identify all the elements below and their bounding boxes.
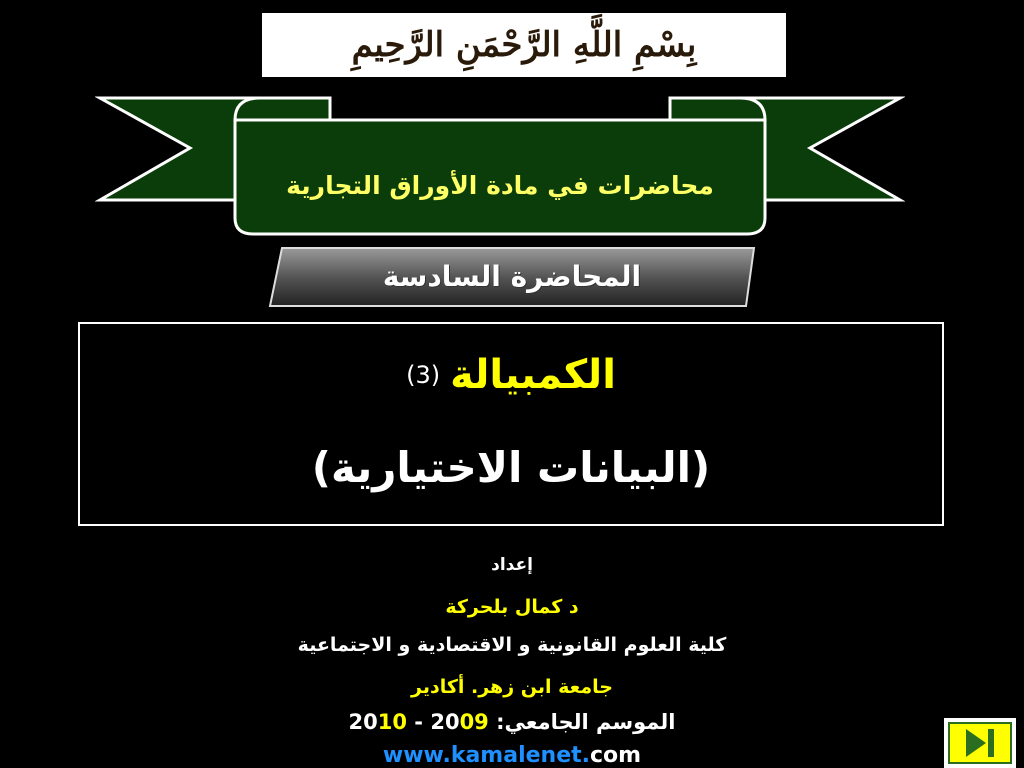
author-name: د كمال بلحركة bbox=[445, 596, 579, 618]
next-slide-button[interactable] bbox=[944, 718, 1016, 768]
banner-title: محاضرات في مادة الأوراق التجارية bbox=[286, 170, 714, 200]
basmala-image bbox=[262, 13, 786, 77]
season-year-end-b: 09 bbox=[459, 710, 489, 734]
academic-season bbox=[0, 710, 1024, 734]
faculty-name: كلية العلوم القانونية و الاقتصادية و الاجتماعية bbox=[297, 634, 727, 656]
next-slide-button-face[interactable] bbox=[948, 722, 1012, 764]
main-title-number: (3) bbox=[406, 361, 441, 389]
website-domain[interactable]: www.kamalenet. bbox=[382, 743, 590, 768]
play-next-icon bbox=[960, 726, 1000, 760]
website-tld[interactable]: com bbox=[590, 743, 642, 768]
season-label: الموسم الجامعي: bbox=[496, 710, 676, 734]
main-title-text: الكمبيالة bbox=[450, 352, 616, 398]
season-sep: - bbox=[406, 710, 431, 734]
season-year-start-b: 10 bbox=[377, 710, 407, 734]
main-title bbox=[78, 345, 944, 405]
main-subtitle: (البيانات الاختيارية) bbox=[311, 442, 711, 492]
season-year-end-a: 20 bbox=[430, 710, 460, 734]
season-year-start-a: 20 bbox=[348, 710, 378, 734]
university-name: جامعة ابن زهر. أكادير bbox=[411, 676, 613, 698]
website-link[interactable] bbox=[0, 743, 1024, 768]
lecture-label: المحاضرة السادسة bbox=[382, 259, 642, 293]
prepared-by-label: إعداد bbox=[491, 555, 533, 575]
basmala-text: بِسْمِ اللَّهِ الرَّحْمَنِ الرَّحِيمِ bbox=[351, 25, 697, 65]
